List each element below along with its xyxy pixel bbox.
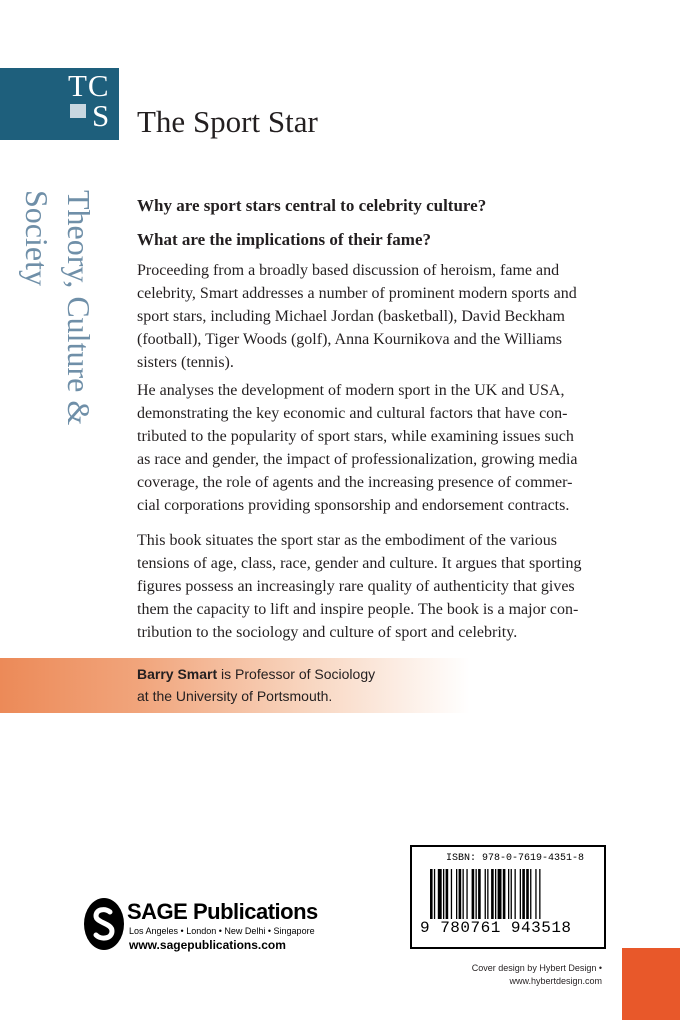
barcode-bar xyxy=(446,869,449,919)
series-line: Society xyxy=(19,190,55,286)
barcode-bar xyxy=(451,869,452,919)
barcode-bar xyxy=(508,869,509,919)
author-name: Barry Smart xyxy=(137,666,218,682)
question-1: Why are sport stars central to celebrity culture? xyxy=(137,196,487,215)
question-2: What are the implications of their fame? xyxy=(137,230,431,249)
series-name xyxy=(16,190,100,520)
text-line: as race and gender, the impact of professionalization, growing media xyxy=(137,451,578,468)
text-line: Proceeding from a broadly based discussion of heroism, fame and xyxy=(137,262,560,279)
cover-credit: Cover design by Hybert Design • xyxy=(471,963,602,973)
text-line: figures possess an increasingly rare quality of authenticity that gives xyxy=(137,578,575,595)
text-line: This book situates the sport star as the embodiment of the various xyxy=(137,532,557,549)
author-affiliation: at the University of Portsmouth. xyxy=(137,688,333,704)
publisher-name: SAGE Publications xyxy=(127,899,318,924)
barcode-bar xyxy=(485,869,486,919)
barcode-bar xyxy=(463,869,464,919)
spine-color-tab xyxy=(622,948,680,1020)
publisher-cities: Los Angeles • London • New Delhi • Singapore xyxy=(129,926,315,936)
barcode-bar xyxy=(535,869,536,919)
logo-s-text: S xyxy=(92,98,110,133)
barcode-bars-icon xyxy=(430,869,588,921)
text-line: coverage, the role of agents and the increasing presence of commer- xyxy=(137,474,573,491)
blurb-paragraph-2 xyxy=(137,379,607,517)
barcode-bar xyxy=(498,869,502,919)
author-role: is Professor of Sociology xyxy=(217,666,376,682)
barcode xyxy=(410,845,606,949)
text-line: sisters (tennis). xyxy=(137,354,234,371)
text-line: He analyses the development of modern sport in the UK and USA, xyxy=(137,382,565,399)
barcode-digits: 9 780761 943518 xyxy=(420,919,572,937)
barcode-bar xyxy=(487,869,488,919)
text-line: tributed to the popularity of sport stars, while examining issues such xyxy=(137,428,574,445)
blurb-paragraph-3 xyxy=(137,529,607,644)
barcode-bar xyxy=(491,869,494,919)
text-line: celebrity, Smart addresses a number of prominent modern sports and xyxy=(137,285,577,302)
author-bio xyxy=(137,663,375,707)
barcode-bar xyxy=(443,869,444,919)
logo-tc-text: TC xyxy=(68,68,110,103)
blurb-paragraph-1 xyxy=(137,259,607,374)
publisher-url: www.sagepublications.com xyxy=(129,938,286,952)
barcode-bar xyxy=(466,869,467,919)
series-line: Theory, Culture & xyxy=(61,190,97,426)
barcode-bar xyxy=(520,869,521,919)
barcode-bar xyxy=(522,869,525,919)
barcode-bar xyxy=(511,869,512,919)
barcode-bar xyxy=(539,869,540,919)
barcode-bar xyxy=(526,869,529,919)
barcode-bar xyxy=(434,869,435,919)
logo-square-icon xyxy=(70,104,86,118)
text-line: sport stars, including Michael Jordan (basketball), David Beckham xyxy=(137,308,565,325)
barcode-bar xyxy=(478,869,481,919)
barcode-bar xyxy=(456,869,457,919)
sage-s-icon xyxy=(83,897,125,951)
barcode-bar xyxy=(430,869,433,919)
text-line: tribution to the sociology and culture of sport and celebrity. xyxy=(137,624,518,641)
cover-credit-url: www.hybertdesign.com xyxy=(509,976,602,986)
barcode-bar xyxy=(530,869,531,919)
text-line: them the capacity to lift and inspire people. The book is a major con- xyxy=(137,601,579,618)
text-line: (football), Tiger Woods (golf), Anna Kournikova and the Williams xyxy=(137,331,562,348)
barcode-bar xyxy=(503,869,506,919)
barcode-bar xyxy=(476,869,477,919)
barcode-bar xyxy=(515,869,516,919)
barcode-bar xyxy=(438,869,442,919)
barcode-bar xyxy=(495,869,496,919)
text-line: tensions of age, class, race, gender and culture. It argues that sporting xyxy=(137,555,582,572)
barcode-bar xyxy=(459,869,462,919)
text-line: demonstrating the key economic and cultural factors that have con- xyxy=(137,405,568,422)
book-title: The Sport Star xyxy=(137,104,318,139)
barcode-bar xyxy=(472,869,475,919)
text-line: cial corporations providing sponsorship and endorsement contracts. xyxy=(137,497,570,514)
isbn-label: ISBN: 978-0-7619-4351-8 xyxy=(446,853,585,864)
